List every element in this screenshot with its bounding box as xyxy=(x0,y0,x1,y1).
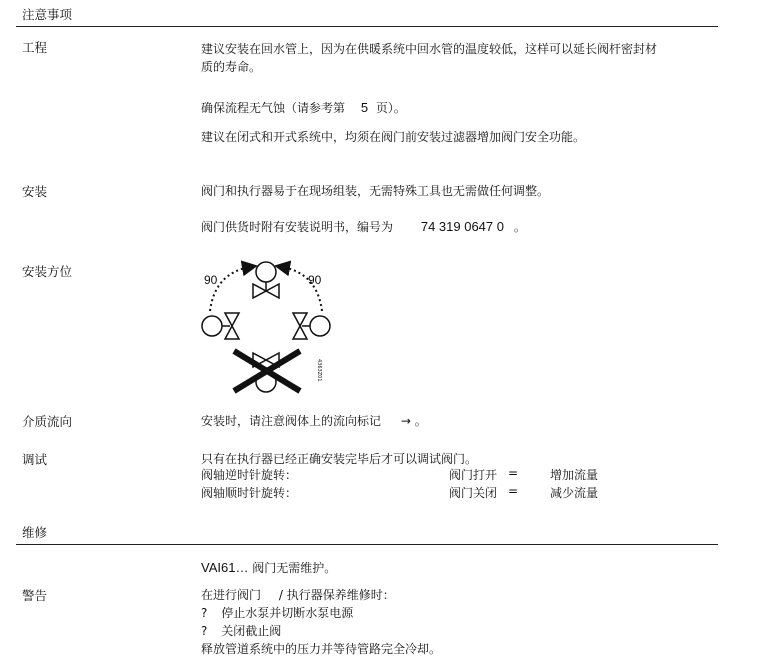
commissioning-line1: 只有在执行器已经正确安装完毕后才可以调试阀门。 xyxy=(201,452,478,466)
warning-item-mark: ? xyxy=(201,624,208,638)
installation-p2 xyxy=(201,218,526,235)
angle-label-right: 90 xyxy=(308,273,322,287)
commissioning-row-mid: 阀门关闭 xyxy=(449,486,498,500)
flow-suffix: 。 xyxy=(414,414,427,428)
label-installation: 安装 xyxy=(22,184,48,199)
installation-p1: 阀门和执行器易于在现场组装，无需特殊工具也无需做任何调整。 xyxy=(201,184,550,198)
valve-right-icon xyxy=(293,313,330,339)
maintenance-text: 阀门无需维护。 xyxy=(252,561,337,575)
label-warning: 警告 xyxy=(22,588,48,603)
section-divider xyxy=(16,26,718,27)
warning-intro-a: 在进行阀门 xyxy=(201,588,262,602)
warning-item-text: 关闭截止阀 xyxy=(221,624,282,638)
maintenance-model: VAI61… xyxy=(201,560,249,575)
commissioning-row-left: 阀轴逆时针旋转： xyxy=(201,468,298,482)
angle-label-left: 90 xyxy=(204,273,218,287)
valve-inverted-crossed-icon xyxy=(234,351,300,392)
commissioning-row-right: 减少流量 xyxy=(550,486,599,500)
label-engineering: 工程 xyxy=(22,40,48,55)
engineering-p2-suffix: 页）。 xyxy=(375,101,406,115)
warning-intro-b: / 执行器保养维修时： xyxy=(278,588,395,602)
commissioning-row-left: 阀轴顺时针旋转： xyxy=(201,486,298,500)
flow-arrow-icon: → xyxy=(400,414,411,428)
engineering-p2-page: 5 xyxy=(360,100,369,115)
engineering-p1-line1: 建议安装在回水管上，因为在供暖系统中回水管的温度较低，这样可以延长阀杆密封材 xyxy=(201,42,658,56)
installation-manual-code: 74 319 0647 0 xyxy=(420,219,504,234)
warning-item-mark: ? xyxy=(201,606,208,620)
commissioning-row-right: 增加流量 xyxy=(550,468,599,482)
flow-text-main: 安装时，请注意阀体上的流向标记 xyxy=(201,414,382,428)
warning-item-text: 停止水泵并切断水泵电源 xyxy=(221,606,354,620)
valve-top-icon xyxy=(253,262,279,298)
label-flow: 介质流向 xyxy=(22,414,73,429)
label-orientation: 安装方位 xyxy=(22,264,73,279)
section-title-maintenance: 维修 xyxy=(22,525,48,540)
commissioning-row-eq: = xyxy=(508,466,519,480)
installation-p2-text: 阀门供货时附有安装说明书，编号为 xyxy=(201,220,394,234)
installation-p2-suffix: 。 xyxy=(513,220,526,234)
figure-code: 4363Z01 xyxy=(316,359,322,382)
warning-intro xyxy=(201,586,395,603)
flow-text xyxy=(201,412,427,429)
warning-item xyxy=(201,622,281,639)
commissioning-row-mid: 阀门打开 xyxy=(449,468,498,482)
warning-item xyxy=(201,604,353,621)
maintenance-note xyxy=(201,559,336,576)
orientation-diagram xyxy=(190,255,350,400)
engineering-p1-line2: 质的寿命。 xyxy=(201,60,262,74)
warning-last: 释放管道系统中的压力并等待管路完全冷却。 xyxy=(201,642,442,656)
engineering-p2-text: 确保流程无气蚀（请参考第 xyxy=(201,101,346,115)
engineering-p2 xyxy=(201,99,406,116)
section-title-notes: 注意事项 xyxy=(22,7,73,22)
engineering-p3: 建议在闭式和开式系统中，均须在阀门前安装过滤器增加阀门安全功能。 xyxy=(201,130,586,144)
section-divider xyxy=(16,544,718,545)
valve-left-icon xyxy=(202,313,239,339)
commissioning-row-eq: = xyxy=(508,484,519,498)
label-commissioning: 调试 xyxy=(22,452,48,467)
